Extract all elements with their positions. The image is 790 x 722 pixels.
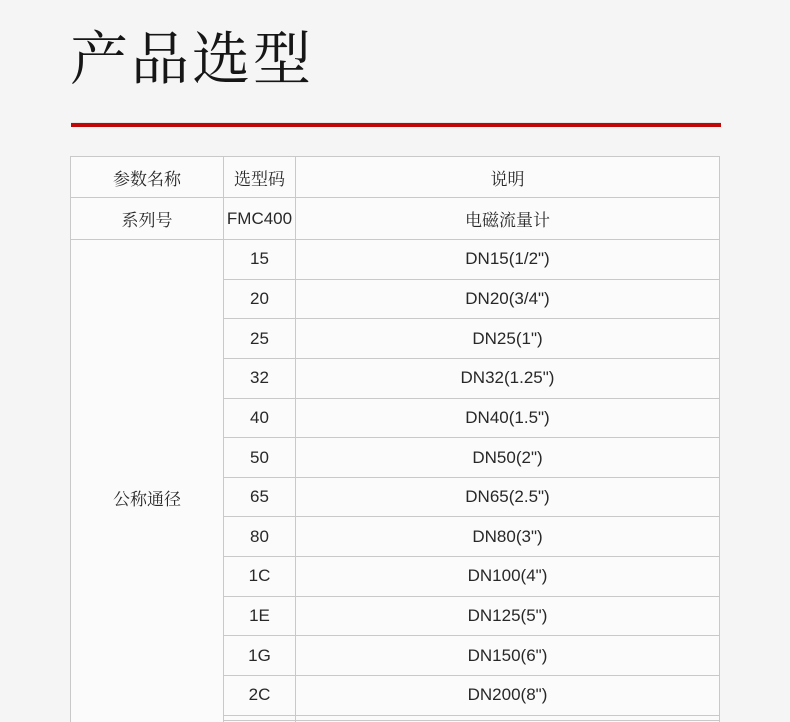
code-cell: 1C — [224, 557, 296, 597]
merged-diameter-param-cell: 公称通径 — [71, 240, 224, 722]
desc-cell: DN32(1.25") — [296, 358, 720, 398]
desc-cell: DN200(8") — [296, 676, 720, 716]
code-cell: 32 — [224, 358, 296, 398]
code-cell: 50 — [224, 438, 296, 478]
code-cell: 80 — [224, 517, 296, 557]
desc-cell: DN150(6") — [296, 636, 720, 676]
column-header-parameter: 参数名称 — [71, 157, 224, 198]
code-cell: 40 — [224, 398, 296, 438]
series-desc-cell: 电磁流量计 — [296, 198, 720, 240]
next-row-top-border — [224, 720, 720, 721]
code-cell: 20 — [224, 279, 296, 319]
product-selection-table — [70, 156, 720, 722]
series-code-cell: FMC400 — [224, 198, 296, 240]
code-cell: 1G — [224, 636, 296, 676]
title-underline — [71, 123, 721, 127]
table-row-series — [71, 198, 720, 240]
desc-cell: DN125(5") — [296, 596, 720, 636]
code-cell: 25 — [224, 319, 296, 359]
desc-cell: DN40(1.5") — [296, 398, 720, 438]
desc-cell: DN65(2.5") — [296, 477, 720, 517]
desc-cell: DN80(3") — [296, 517, 720, 557]
series-param-cell: 系列号 — [71, 198, 224, 240]
code-cell: 1E — [224, 596, 296, 636]
page-title: 产品选型 — [70, 27, 315, 92]
column-header-code: 选型码 — [224, 157, 296, 198]
column-header-description: 说明 — [296, 157, 720, 198]
table-header-row — [71, 157, 720, 198]
desc-cell: DN100(4") — [296, 557, 720, 597]
desc-cell: DN50(2") — [296, 438, 720, 478]
code-cell: 15 — [224, 240, 296, 280]
desc-cell: DN25(1") — [296, 319, 720, 359]
desc-cell: DN15(1/2") — [296, 240, 720, 280]
code-cell: 2C — [224, 676, 296, 716]
table-row-dn15 — [71, 240, 720, 280]
desc-cell: DN20(3/4") — [296, 279, 720, 319]
code-cell: 65 — [224, 477, 296, 517]
